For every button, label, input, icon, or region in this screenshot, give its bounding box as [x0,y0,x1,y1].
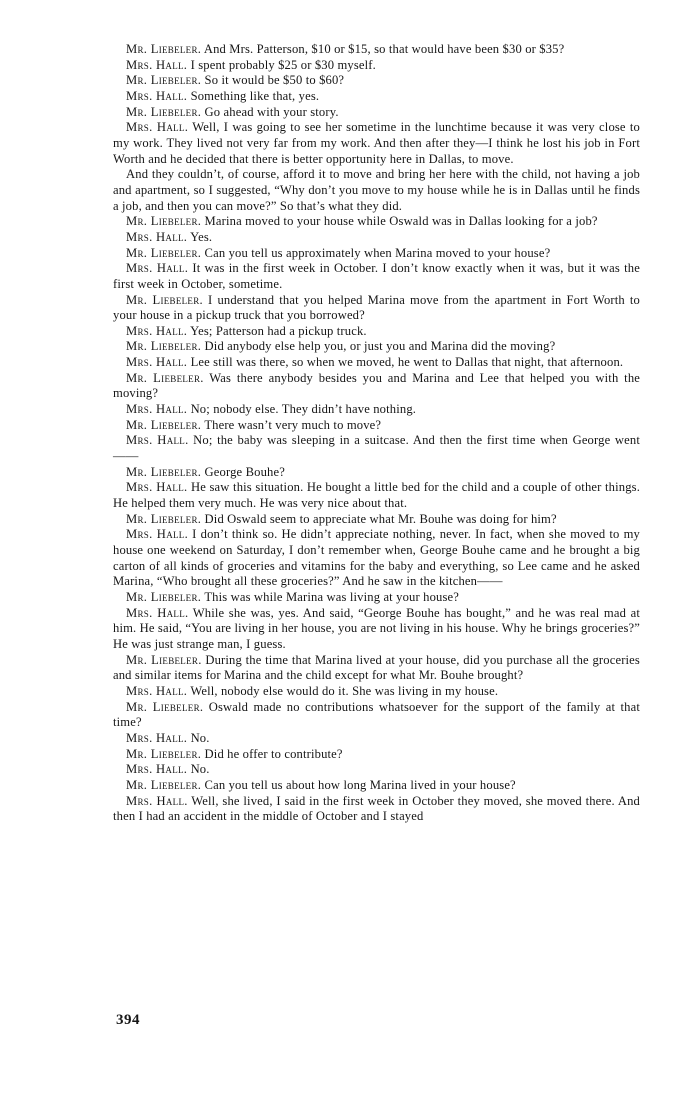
speaker-name: Mr. Liebeler. [126,589,202,604]
paragraph-text: Did he offer to contribute? [204,746,343,761]
paragraph-text: While she was, yes. And said, “George Bouhe has bought,” and he was real mad at him. He said, “You are living in her house, you are not living in his house. Why he brings groceries?” He was just strange man, I guess. [113,605,640,651]
testimony-paragraph [113,355,640,371]
paragraph-text: No; nobody else. They didn’t have nothing. [190,402,417,417]
paragraph-text: Yes; Patterson had a pickup truck. [190,323,367,338]
speaker-name: Mr. Liebeler. [126,245,202,260]
speaker-name: Mrs. Hall. [126,527,189,542]
transcript-page [113,42,640,825]
paragraph-text: Can you tell us about how long Marina lived in your house? [204,777,516,792]
paragraph-text: Oswald made no contributions whatsoever for the support of the family at that time? [113,699,640,730]
speaker-name: Mrs. Hall. [126,762,188,777]
testimony-paragraph [113,731,640,747]
testimony-paragraph [113,120,640,167]
testimony-paragraph [113,684,640,700]
testimony-paragraph [113,293,640,324]
testimony-paragraph [113,167,640,214]
testimony-paragraph [113,324,640,340]
speaker-name: Mr. Liebeler. [126,42,202,56]
testimony-paragraph [113,465,640,481]
testimony-paragraph [113,512,640,528]
paragraph-text: Can you tell us approximately when Marina moved to your house? [204,245,551,260]
speaker-name: Mrs. Hall. [126,433,189,448]
speaker-name: Mrs. Hall. [126,261,189,276]
paragraph-text: And they couldn’t, of course, afford it to move and bring her here with the child, not having a job and apartment, so I suggested, “Why don’t you move to my house while he is in Dallas until he finds a job, and then you can move?” So that’s what they did. [113,167,640,213]
testimony-paragraph [113,606,640,653]
paragraph-text: I spent probably $25 or $30 myself. [190,57,376,72]
speaker-name: Mr. Liebeler. [126,73,202,88]
speaker-name: Mr. Liebeler. [126,777,202,792]
speaker-name: Mrs. Hall. [126,683,188,698]
speaker-name: Mrs. Hall. [126,120,189,135]
testimony-paragraph [113,261,640,292]
speaker-name: Mr. Liebeler. [126,652,202,667]
testimony-paragraph [113,418,640,434]
paragraph-text: Did Oswald seem to appreciate what Mr. Bouhe was doing for him? [204,511,557,526]
paragraph-text: This was while Marina was living at your house? [204,589,459,604]
speaker-name: Mrs. Hall. [126,605,189,620]
paragraph-text: And Mrs. Patterson, $10 or $15, so that would have been $30 or $35? [203,42,565,56]
paragraph-text: No. [190,730,210,745]
testimony-paragraph [113,590,640,606]
testimony-paragraph [113,794,640,825]
testimony-transcript [113,42,640,825]
testimony-paragraph [113,105,640,121]
testimony-paragraph [113,73,640,89]
paragraph-text: Was there anybody besides you and Marina and Lee that helped you with the moving? [113,370,641,401]
testimony-paragraph [113,89,640,105]
testimony-paragraph [113,402,640,418]
testimony-paragraph [113,42,640,58]
testimony-paragraph [113,433,640,464]
paragraph-text: Well, nobody else would do it. She was living in my house. [190,683,499,698]
speaker-name: Mrs. Hall. [126,57,188,72]
speaker-name: Mrs. Hall. [126,730,188,745]
speaker-name: Mr. Liebeler. [126,370,204,385]
paragraph-text: No. [190,762,210,777]
speaker-name: Mr. Liebeler. [126,214,202,229]
paragraph-text: Go ahead with your story. [204,104,339,119]
paragraph-text: So it would be $50 to $60? [204,73,345,88]
speaker-name: Mrs. Hall. [126,402,188,417]
speaker-name: Mr. Liebeler. [126,104,202,119]
speaker-name: Mrs. Hall. [126,355,188,370]
testimony-paragraph [113,339,640,355]
paragraph-text: Lee still was there, so when we moved, he went to Dallas that night, that afternoon. [190,355,624,370]
testimony-paragraph [113,58,640,74]
speaker-name: Mrs. Hall. [126,229,188,244]
speaker-name: Mr. Liebeler. [126,511,202,526]
paragraph-text: Yes. [190,229,213,244]
speaker-name: Mr. Liebeler. [126,464,202,479]
paragraph-text: There wasn’t very much to move? [204,417,382,432]
speaker-name: Mrs. Hall. [126,88,188,103]
speaker-name: Mr. Liebeler. [126,746,202,761]
testimony-paragraph [113,230,640,246]
testimony-paragraph [113,762,640,778]
speaker-name: Mr. Liebeler. [126,417,202,432]
paragraph-text: Well, she lived, I said in the first week in October they moved, she moved there. And then I had an accident in the middle of October and I stayed [113,793,640,824]
speaker-name: Mr. Liebeler. [126,339,202,354]
paragraph-text: He saw this situation. He bought a little bed for the child and a couple of other things. He helped them very much. He was very nice about that. [113,480,640,511]
testimony-paragraph [113,653,640,684]
page-number: 394 [116,1012,140,1028]
paragraph-text: Well, I was going to see her sometime in the lunchtime because it was very close to my work. They lived not very far from my work. And then after they—I think he lost his job in Fort Worth and he decided that there is better opportunity here in Dallas, to move. [113,120,641,166]
paragraph-text: Did anybody else help you, or just you and Marina did the moving? [204,339,556,354]
testimony-paragraph [113,747,640,763]
paragraph-text: George Bouhe? [204,464,285,479]
testimony-paragraph [113,700,640,731]
paragraph-text: No; the baby was sleeping in a suitcase. And then the first time when George went—— [113,433,640,464]
speaker-name: Mr. Liebeler. [126,699,204,714]
speaker-name: Mrs. Hall. [126,480,188,495]
testimony-paragraph [113,214,640,230]
testimony-paragraph [113,527,640,590]
testimony-paragraph [113,480,640,511]
paragraph-text: It was in the first week in October. I don’t know exactly when it was, but it was the first week in October, sometime. [113,261,640,291]
testimony-paragraph [113,246,640,262]
testimony-paragraph [113,778,640,794]
testimony-paragraph [113,371,640,402]
speaker-name: Mr. Liebeler. [126,292,203,307]
paragraph-text: I understand that you helped Marina move from the apartment in Fort Worth to your house in a pickup truck that you borrowed? [113,292,640,323]
paragraph-text: Marina moved to your house while Oswald was in Dallas looking for a job? [204,214,598,229]
speaker-name: Mrs. Hall. [126,793,188,808]
paragraph-text: I don’t think so. He didn’t appreciate nothing, never. In fact, when she moved to my house one weekend on Saturday, I don’t remember when, George Bouhe came and he brought a big carton of all kinds of groceries and vitamins for the baby and everything, so Lee came and he asked Marina, “Who brought all these groceries?” And he saw in the kitchen—— [113,527,640,589]
paragraph-text: During the time that Marina lived at your house, did you purchase all the groceries and similar items for Marina and the child except for what Mr. Bouhe brought? [113,652,640,683]
paragraph-text: Something like that, yes. [190,88,320,103]
speaker-name: Mrs. Hall. [126,323,188,338]
